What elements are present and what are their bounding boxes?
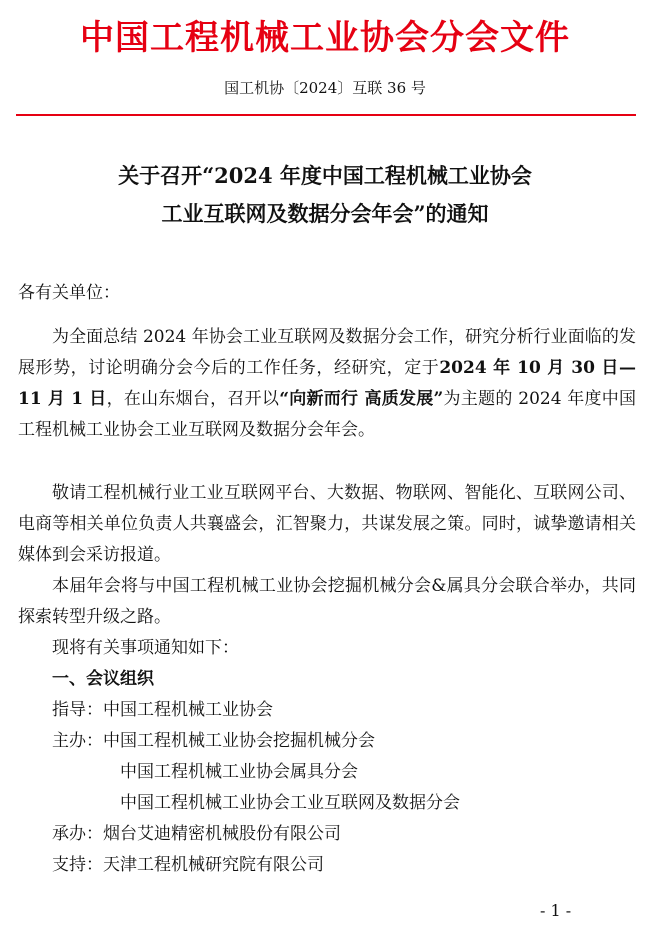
intro-closing-text: 为主题的 2024 年度中国工程机械工业协会工业互联网及数据分会年会。 — [18, 389, 636, 440]
document-number: 国工机协〔2024〕互联 36 号 — [224, 79, 426, 97]
intro-text: 为全面总结 2024 年协会工业互联网及数据分会工作，研究分析行业面临的发展形势，讨论明确分会今后的工作任务，经研究，定于 — [18, 327, 636, 378]
paragraph-joint-hosting: 本届年会将与中国工程机械工业协会挖掘机械分会&属具分会联合举办，共同探索转型升级之路。 — [18, 576, 636, 627]
notice-title-line-1: 关于召开“2024 年度中国工程机械工业协会 — [118, 163, 532, 188]
intro-location-text: ，在山东烟台，召开以 — [106, 389, 280, 409]
meeting-theme: “向新而行 高质发展” — [279, 389, 444, 409]
masthead-title: 中国工程机械工业协会分会文件 — [80, 18, 570, 58]
paragraph-notice-intro: 现将有关事项通知如下： — [52, 638, 239, 658]
paragraph-intro — [18, 322, 636, 446]
org-guide: 指导：中国工程机械工业协会 — [52, 700, 273, 720]
red-divider-line — [16, 114, 636, 116]
org-host-1: 主办：中国工程机械工业协会挖掘机械分会 — [52, 731, 375, 751]
paragraph-invitation: 敬请工程机械行业工业互联网平台、大数据、物联网、智能化、互联网公司、电商等相关单位负责人共襄盛会，汇智聚力，共谋发展之策。同时，诚挚邀请相关媒体到会采访报道。 — [18, 483, 636, 565]
notice-title-line-2: 工业互联网及数据分会年会”的通知 — [161, 201, 489, 226]
org-organizer: 承办：烟台艾迪精密机械股份有限公司 — [52, 824, 341, 844]
org-host-3: 中国工程机械工业协会工业互联网及数据分会 — [120, 793, 460, 813]
page-number: - 1 - — [540, 901, 572, 920]
org-support: 支持：天津工程机械研究院有限公司 — [52, 855, 324, 875]
meeting-date: 2024 年 10 月 30 日—11 月 1 日 — [18, 358, 636, 409]
org-host-2: 中国工程机械工业协会属具分会 — [120, 762, 358, 782]
salutation: 各有关单位： — [18, 283, 120, 303]
section-heading-organization: 一、会议组织 — [52, 669, 154, 689]
